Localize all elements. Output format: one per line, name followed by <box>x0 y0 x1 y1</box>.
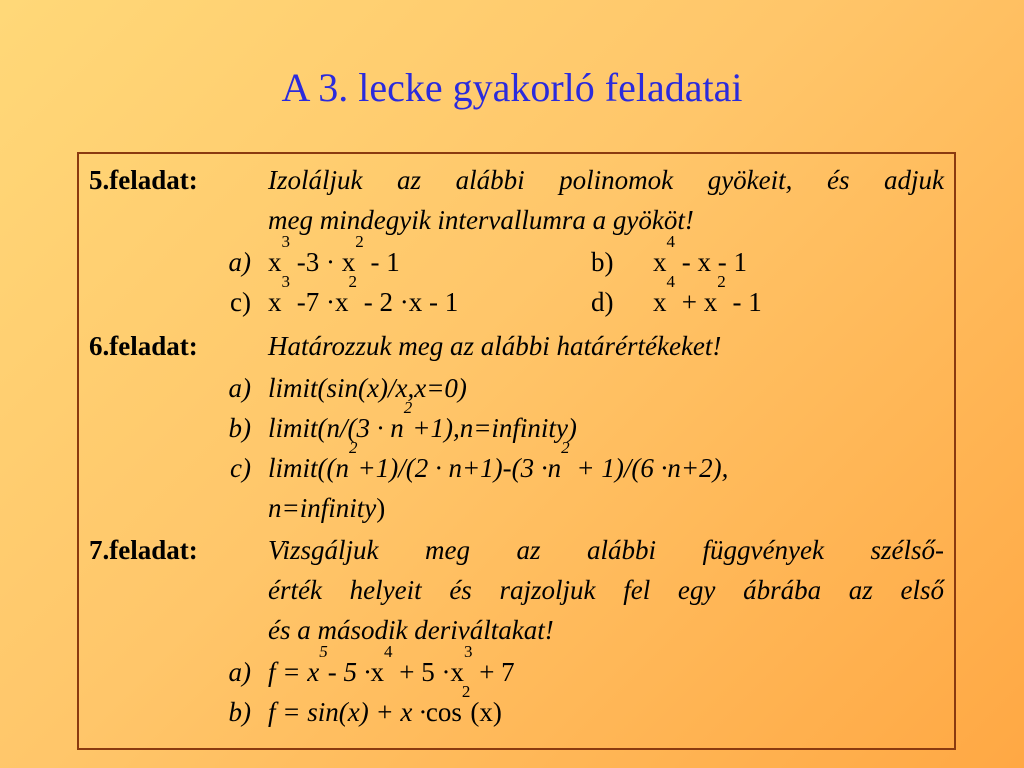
exercise-6c-label: c) <box>230 453 251 483</box>
exercise-6b-label: b) <box>228 413 251 443</box>
exercise-7a-label: a) <box>228 657 251 687</box>
exercise-5c-label: c) <box>230 287 251 317</box>
exercise-7-text-line-3: és a második deriváltakat! <box>268 615 554 645</box>
exercise-5b-formula: $x^4$ - x - 1 <box>653 232 747 277</box>
exercise-7b-label: b) <box>228 697 251 727</box>
exercise-6-heading: 6.feladat: <box>89 331 198 361</box>
exercise-6a-label: a) <box>228 373 251 403</box>
exercise-7-text-line-2: érték helyeit és rajzoljuk fel egy ábrába az első <box>268 575 944 605</box>
exercise-5c-formula: $x^3$ $-7 \cdot x^2 - 2 \cdot x - 1$ <box>268 272 459 317</box>
exercise-6c-formula-line-2: n=infinity) <box>268 493 386 523</box>
exercise-box <box>77 152 956 750</box>
exercise-5-text-line-2: meg mindegyik intervallumra a gyököt! <box>268 205 694 235</box>
exercise-5b-label: b) <box>591 247 614 277</box>
exercise-5d-label: d) <box>591 287 614 317</box>
exercise-5-heading: 5.feladat: <box>89 165 198 195</box>
exercise-7b-formula: $f = \sin(x) + x \cdot\cos^2(x)$ <box>268 682 502 727</box>
exercise-6-text: Határozzuk meg az alábbi határértékeket! <box>268 331 722 361</box>
exercise-7a-formula: $f = x^5-$ $5 \cdot x^4 + 5 \cdot x^3 + 7$ <box>268 642 515 687</box>
exercise-5a-label: a) <box>228 247 251 277</box>
exercise-6a-formula: limit(sin(x)/x,x=0) <box>268 373 467 403</box>
exercise-5d-formula: $x^4 + x^2 - 1$ <box>653 272 762 317</box>
exercise-7-text-line-1: Vizsgáljuk meg az alábbi függvények szélső- <box>268 535 944 565</box>
exercise-5a-formula: $x^3$ $-3 \cdot x^2 - 1$ <box>268 232 400 277</box>
page-title: A 3. lecke gyakorló feladatai <box>281 65 743 110</box>
exercise-7-heading: 7.feladat: <box>89 535 198 565</box>
exercise-6c-formula-line-1: $limit((n^2+1)/(2 \cdot n+1)-(3 \cdot n^2 + 1)/(6 \cdot n+2)$, <box>268 438 729 483</box>
exercise-6b-formula: limit(n/(3 · $n^2+1),n=infinity$) <box>268 398 577 443</box>
exercise-5-text-line-1: Izoláljuk az alábbi polinomok gyökeit, és adjuk <box>268 165 944 195</box>
